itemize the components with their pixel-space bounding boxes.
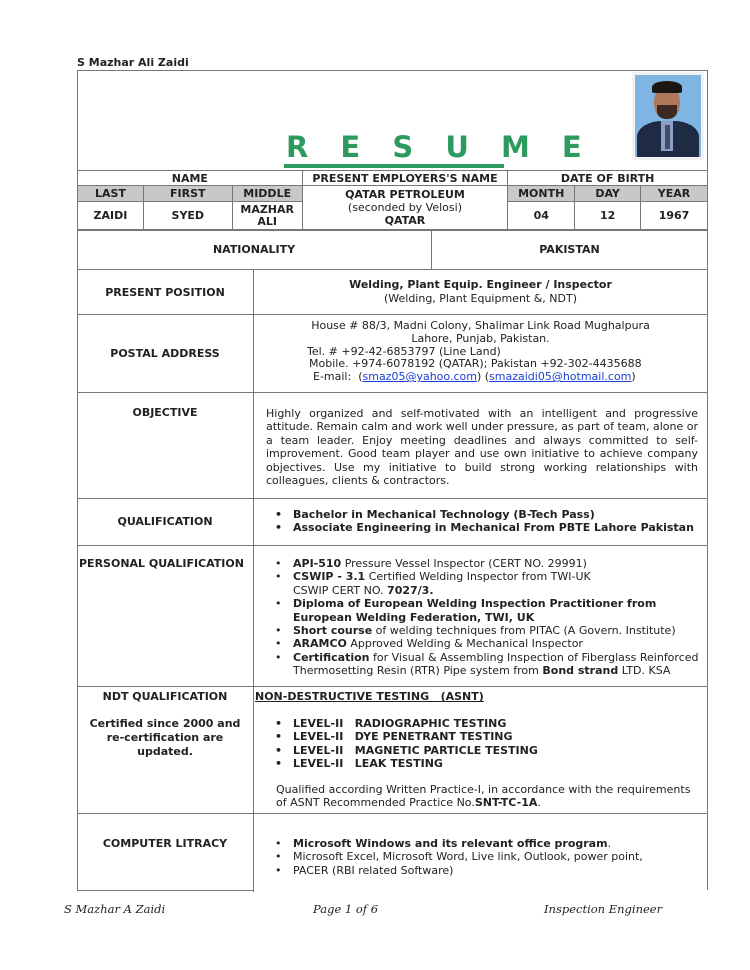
pq-text: of welding techniques from PITAC (A Govern. Institute) [372, 624, 676, 638]
footer-left: S Mazhar A Zaidi [64, 902, 166, 916]
dob-year-value: 1967 [641, 202, 708, 230]
column-divider [253, 393, 254, 498]
address-line2: Lahore, Punjab, Pakistan. [411, 331, 550, 345]
cl-item [271, 837, 702, 850]
pq-bold: CSWIP - 3.1 [293, 570, 366, 584]
objective-row [77, 392, 708, 498]
position-title: Welding, Plant Equip. Engineer / Inspector [349, 278, 612, 291]
pq-item [271, 597, 702, 624]
email-link-yahoo[interactable]: smaz05@yahoo.com [362, 370, 477, 384]
pq-item [271, 570, 702, 597]
qualification-row [77, 498, 708, 545]
resume-title: R E S U M E [286, 130, 593, 164]
address-email: E-mail: (smaz05@yahoo.com) (smazaidi05@hotmail.com) [313, 370, 636, 384]
ndt-item: • LEVEL-II MAGNETIC PARTICLE TESTING [271, 744, 702, 757]
qualification-item: • Bachelor in Mechanical Technology (B-Tech Pass) [271, 508, 702, 521]
column-divider [253, 499, 254, 545]
cl-item [271, 850, 702, 863]
ndt-item: • LEVEL-II RADIOGRAPHIC TESTING [271, 717, 702, 730]
column-divider [253, 814, 254, 892]
ndt-footnote-standard: SNT-TC-1A [474, 796, 538, 810]
qualification-item: • Associate Engineering in Mechanical From PBTE Lahore Pakistan [271, 521, 702, 534]
nationality-value: PAKISTAN [539, 243, 600, 256]
ndt-list [271, 717, 702, 771]
present-position-content [253, 278, 708, 306]
first-name-value: SYED [143, 202, 232, 230]
pq-bold: Bond strand [542, 664, 619, 678]
pq-bold: ARAMCO [293, 637, 347, 651]
middle-name-value [232, 202, 302, 230]
pq-bold: Short course [293, 624, 373, 638]
pq-bold: API-510 [293, 557, 342, 570]
portrait-photo-icon [632, 72, 704, 160]
ndt-footnote-end: . [537, 796, 541, 810]
dob-header: DATE OF BIRTH [508, 171, 708, 186]
col-day: DAY [575, 186, 641, 202]
identity-table [77, 170, 708, 230]
present-position-row [77, 269, 708, 314]
page-header-name: S Mazhar Ali Zaidi [77, 56, 189, 69]
employer-name: QATAR PETROLEUM [345, 188, 465, 201]
pq-item [271, 637, 702, 650]
footer-right: Inspection Engineer [544, 902, 663, 916]
pq-item [271, 651, 710, 678]
pq-subbold: 7027/3. [387, 583, 434, 597]
nationality-row [77, 230, 708, 269]
position-subtitle: (Welding, Plant Equipment &, NDT) [383, 292, 578, 305]
pq-text: for Visual & Assembling Inspection of Fiberglass Reinforced Thermosetting Resin (RTR) Pipe system from [293, 650, 699, 678]
nationality-label: NATIONALITY [212, 243, 296, 256]
col-middle: MIDDLE [232, 186, 302, 202]
personal-qualification-label: PERSONAL QUALIFICATION [79, 557, 244, 570]
ndt-item: • LEVEL-II DYE PENETRANT TESTING [271, 730, 702, 743]
ndt-footnote [276, 783, 702, 810]
ndt-label: NDT QUALIFICATION [102, 690, 228, 703]
pq-subtext: CSWIP CERT NO. [293, 583, 388, 597]
footer-page-number: Page 1 of 6 [313, 902, 379, 916]
dob-day-value: 12 [575, 202, 641, 230]
col-year: YEAR [641, 186, 708, 202]
column-divider [253, 687, 254, 813]
title-underline [284, 164, 504, 168]
pq-text: LTD. KSA [618, 664, 671, 678]
pq-text: Approved Welding & Mechanical Inspector [346, 637, 583, 651]
cl-text: PACER (RBI related Software) [293, 863, 454, 877]
col-month: MONTH [508, 186, 575, 202]
email-link-hotmail[interactable]: smazaidi05@hotmail.com [489, 370, 632, 384]
employer-header: PRESENT EMPLOYERS'S NAME [302, 171, 508, 186]
column-divider [253, 546, 254, 686]
computer-literacy-label: COMPUTER LITRACY [102, 837, 228, 850]
middle-name-line2: ALI [257, 214, 277, 228]
cl-item [271, 864, 702, 877]
computer-literacy-label-bottom-border [77, 890, 254, 891]
address-mobile: Mobile. +974-6078192 (QATAR); Pakistan +92-302-4435688 [309, 357, 642, 371]
name-header: NAME [78, 171, 303, 186]
postal-address-row [77, 314, 708, 392]
objective-text: Highly organized and self-motivated with an intelligent and progressive attitude. Remain calm and work well under pressure, as part of team, alone or a team leader. Enjoy meeting deadlines and always committed to self-improvement. Good team player and use own initiative to achieve company objectives. Use my initiative to build strong working relationships with colleagues, clients & contractors. [266, 407, 698, 488]
pq-item [271, 557, 702, 570]
ndt-footnote-text: Qualified according Written Practice-I, in accordance with the requirements of ASNT Recommended Practice No. [276, 783, 691, 810]
personal-qualification-row [77, 545, 708, 686]
ndt-item: • LEVEL-II LEAK TESTING [271, 757, 702, 770]
address-tel: Tel. # +92-42-6853797 (Line Land) [307, 344, 501, 358]
objective-label: OBJECTIVE [132, 406, 198, 419]
cl-text: Microsoft Excel, Microsoft Word, Live link, Outlook, power point, [293, 850, 643, 864]
personal-qualification-list [271, 557, 702, 678]
qualification-list [271, 508, 702, 535]
pq-bold: Diploma of European Welding Inspection Practitioner from European Welding Federation, TWI, UK [293, 597, 657, 624]
qualification-label: QUALIFICATION [117, 515, 213, 528]
pq-text: Certified Welding Inspector from TWI-UK [365, 570, 591, 584]
pq-item [271, 624, 702, 637]
cl-bold: Microsoft Windows and its relevant office program [293, 837, 608, 850]
last-name-value: ZAIDI [78, 202, 144, 230]
employer-seconded: (seconded by Velosi) [347, 201, 462, 214]
computer-literacy-row [77, 813, 708, 890]
present-position-label: PRESENT POSITION [105, 286, 225, 299]
col-last: LAST [78, 186, 144, 202]
col-first: FIRST [143, 186, 232, 202]
ndt-qualification-row [77, 686, 708, 813]
email-label: E-mail: [313, 370, 352, 384]
postal-address-content [253, 320, 708, 384]
employer-country: QATAR [384, 214, 426, 227]
postal-address-label: POSTAL ADDRESS [110, 347, 220, 360]
middle-name-line1: MAZHAR [240, 202, 294, 216]
pq-bold: Certification [293, 650, 370, 664]
dob-month-value: 04 [508, 202, 575, 230]
ndt-note: Certified since 2000 and re-certification are updated. [89, 717, 241, 758]
computer-literacy-list [271, 837, 702, 877]
employer-cell [302, 186, 508, 230]
address-line1: House # 88/3, Madni Colony, Shalimar Link Road Mughalpura [311, 319, 650, 332]
ndt-heading: NON-DESTRUCTIVE TESTING (ASNT) [255, 690, 484, 703]
cl-text: . [607, 837, 612, 850]
pq-text: Pressure Vessel Inspector (CERT NO. 29991) [341, 557, 587, 570]
